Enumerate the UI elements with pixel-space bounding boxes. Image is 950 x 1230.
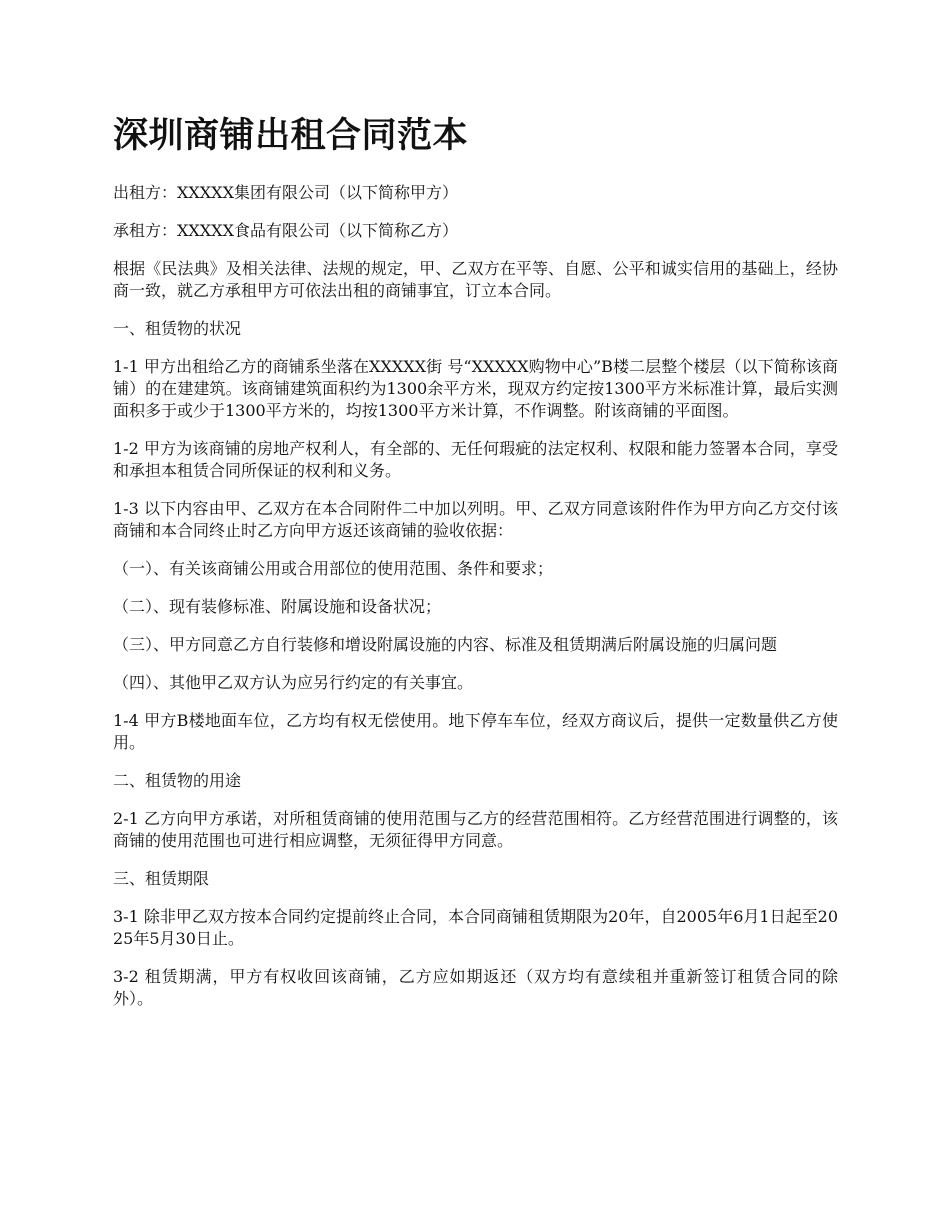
clause-1-3: 1-3 以下内容由甲、乙双方在本合同附件二中加以列明。甲、乙双方同意该附件作为甲方向乙方交付该商铺和本合同终止时乙方向甲方返还该商铺的验收依据： xyxy=(113,499,838,540)
clause-1-1: 1-1 甲方出租给乙方的商铺系坐落在XXXXX街 号“XXXXX购物中心”B楼二层整个楼层（以下简称该商铺）的在建建筑。该商铺建筑面积约为1300余平方米，现双方约定按1300平方米标准计算，最后实测面积多于或少于1300平方米的，均按1300平方米计算，不作调整。附该商铺的平面图。 xyxy=(113,357,838,420)
clause-2-1: 2-1 乙方向甲方承诺，对所租赁商铺的使用范围与乙方的经营范围相符。乙方经营范围进行调整的，该商铺的使用范围也可进行相应调整，无须征得甲方同意。 xyxy=(113,809,838,850)
preamble: 根据《民法典》及相关法律、法规的规定，甲、乙双方在平等、自愿、公平和诚实信用的基础上，经协商一致，就乙方承租甲方可依法出租的商铺事宜，订立本合同。 xyxy=(113,259,838,300)
list-item-2: （二）、现有装修标准、附属设施和设备状况； xyxy=(113,597,442,616)
section-heading-2: 二、租赁物的用途 xyxy=(113,771,242,790)
document-title: 深圳商铺出租合同范本 xyxy=(113,115,469,156)
document-page xyxy=(113,112,838,1026)
clause-1-2: 1-2 甲方为该商铺的房地产权利人，有全部的、无任何瑕疵的法定权利、权限和能力签署本合同，享受和承担本租赁合同所保证的权利和义务。 xyxy=(113,439,838,480)
clause-3-2: 3-2 租赁期满，甲方有权收回该商铺，乙方应如期返还（双方均有意续租并重新签订租赁合同的除外）。 xyxy=(113,967,838,1008)
party-lessor: 出租方：XXXXX集团有限公司（以下简称甲方） xyxy=(113,183,458,202)
list-item-1: （一）、有关该商铺公用或合用部位的使用范围、条件和要求； xyxy=(113,559,554,578)
list-item-4: （四）、其他甲乙双方认为应另行约定的有关事宜。 xyxy=(113,673,474,692)
section-heading-1: 一、租赁物的状况 xyxy=(113,319,242,338)
list-item-3: （三）、甲方同意乙方自行装修和增设附属设施的内容、标准及租赁期满后附属设施的归属问题 xyxy=(113,635,778,654)
clause-3-1: 3-1 除非甲乙双方按本合同约定提前终止合同，本合同商铺租赁期限为20年，自2005年6月1日起至2025年5月30日止。 xyxy=(113,907,838,948)
party-lessee: 承租方：XXXXX食品有限公司（以下简称乙方） xyxy=(113,221,458,240)
section-heading-3: 三、租赁期限 xyxy=(113,869,210,888)
clause-1-4: 1-4 甲方B楼地面车位，乙方均有权无偿使用。地下停车车位，经双方商议后，提供一定数量供乙方使用。 xyxy=(113,711,838,752)
